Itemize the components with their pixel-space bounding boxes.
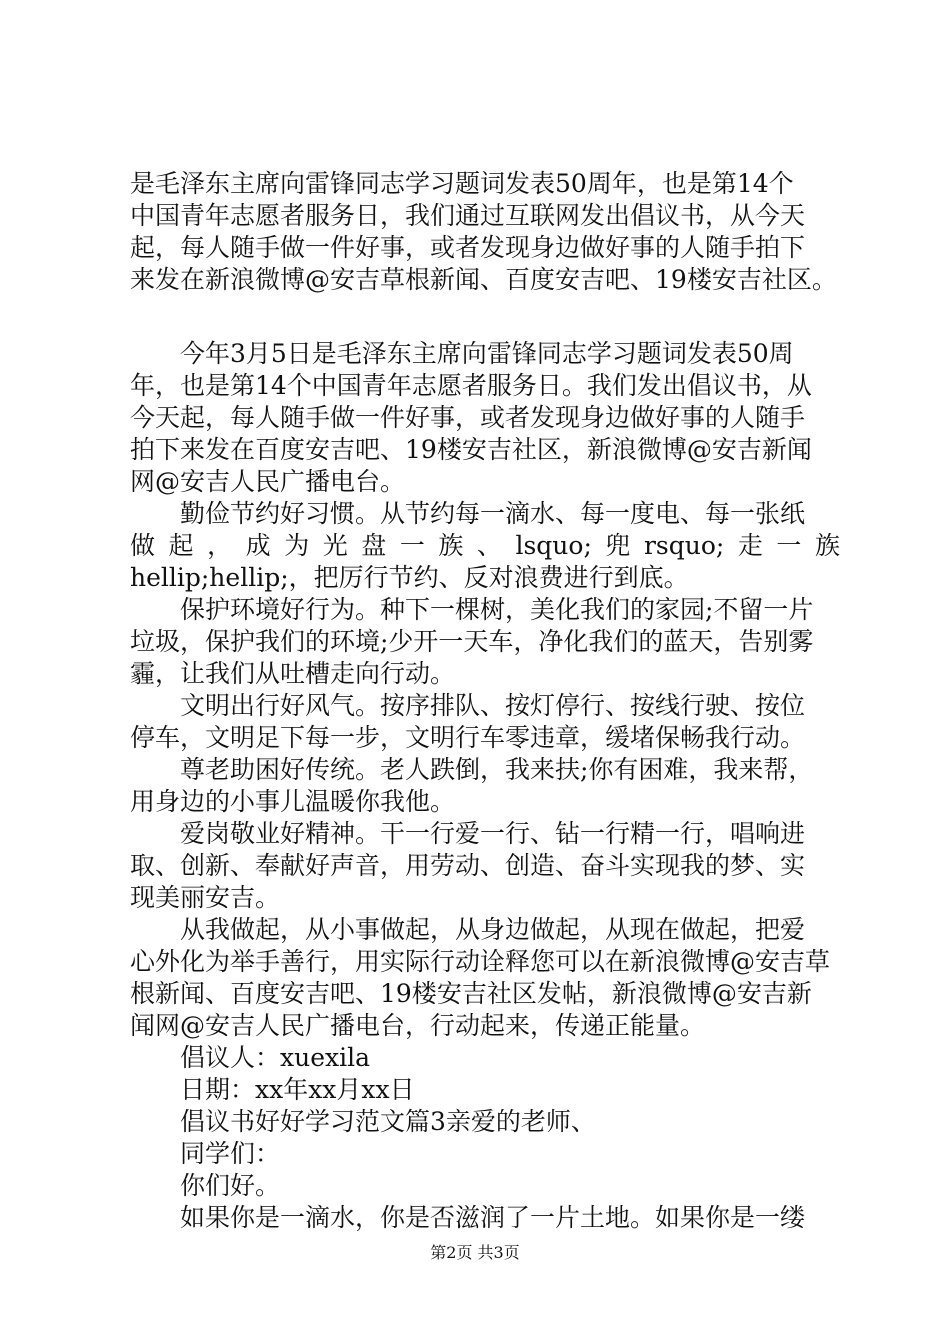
justified-line	[130, 530, 840, 562]
word: 、	[476, 531, 502, 560]
text-line: 闻网@安吉人民广播电台，行动起来，传递正能量。	[130, 1011, 706, 1040]
text-line: 如果你是一滴水，你是否滋润了一片土地。如果你是一缕	[180, 1203, 806, 1232]
text-line: 来发在新浪微博@安吉草根新闻、百度安吉吧、19楼安吉社区。	[130, 265, 837, 294]
text-line: 根新闻、百度安吉吧、19楼安吉社区发帖，新浪微博@安吉新	[130, 979, 812, 1008]
word: 做	[130, 531, 156, 560]
text-line: 用身边的小事儿温暖你我他。	[130, 787, 456, 816]
word: 盘	[361, 531, 387, 560]
text-line: 霾，让我们从吐槽走向行动。	[130, 659, 456, 688]
word: 一	[399, 531, 425, 560]
word: 起	[168, 531, 194, 560]
document-body	[130, 168, 840, 1234]
paragraph-4	[130, 594, 840, 690]
word: 一	[776, 531, 802, 560]
text-line: 是毛泽东主席向雷锋同志学习题词发表50周年，也是第14个	[130, 169, 794, 198]
paragraph-7	[130, 818, 840, 914]
text-line: 尊老助困好传统。老人跌倒，我来扶;你有困难，我来帮，	[180, 755, 814, 784]
paragraph-gap	[130, 296, 840, 338]
salutation: 同学们：	[180, 1139, 281, 1168]
word: 族	[814, 531, 840, 560]
word: 族	[438, 531, 464, 560]
text-line: 从我做起，从小事做起，从身边做起，从现在做起，把爱	[180, 915, 806, 944]
text-line: 网@安吉人民广播电台。	[130, 467, 406, 496]
text-line: 年，也是第14个中国青年志愿者服务日。我们发出倡议书，从	[130, 371, 812, 400]
text-line: 垃圾，保护我们的环境;少开一天车，净化我们的蓝天，告别雾	[130, 627, 814, 656]
paragraph-6	[130, 754, 840, 818]
text-line: 勤俭节约好习惯。从节约每一滴水、每一度电、每一张纸	[180, 499, 806, 528]
text-line: 保护环境好行为。种下一棵树，美化我们的家园;不留一片	[180, 595, 814, 624]
text-line: 今年3月5日是毛泽东主席向雷锋同志学习题词发表50周	[180, 339, 794, 368]
date-line: 日期：xx年xx月xx日	[180, 1075, 415, 1104]
paragraph-1	[130, 168, 840, 296]
text-line: 拍下来发在百度安吉吧、19楼安吉社区，新浪微博@安吉新闻	[130, 435, 812, 464]
text-line: 取、创新、奉献好声音，用劳动、创造、奋斗实现我的梦、实	[130, 851, 806, 880]
initiator-line: 倡议人：xuexila	[180, 1043, 370, 1072]
word: ，	[207, 531, 233, 560]
page-footer: 第2页 共3页	[430, 1243, 520, 1262]
text-line: 今天起，每人随手做一件好事，或者发现身边做好事的人随手	[130, 403, 806, 432]
text-line: 爱岗敬业好精神。干一行爱一行、钻一行精一行，唱响进	[180, 819, 806, 848]
text-line: 停车，文明足下每一步，文明行车零违章，缓堵保畅我行动。	[130, 723, 806, 752]
word: 兜	[605, 531, 631, 560]
word: 光	[322, 531, 348, 560]
text-line: 现美丽安吉。	[130, 883, 281, 912]
text-line: 文明出行好风气。按序排队、按灯停行、按线行驶、按位	[180, 691, 806, 720]
paragraph-8	[130, 914, 840, 1042]
paragraph-2	[130, 338, 840, 498]
next-article-title: 倡议书好好学习范文篇3亲爱的老师、	[180, 1107, 596, 1136]
text-line: 起，每人随手做一件好事，或者发现身边做好事的人随手拍下	[130, 233, 806, 262]
text-line: hellip;hellip;，把厉行节约、反对浪费进行到底。	[130, 563, 689, 592]
word: 走	[737, 531, 763, 560]
greeting: 你们好。	[180, 1171, 281, 1200]
word: rsquo;	[643, 531, 725, 560]
text-line: 心外化为举手善行，用实际行动诠释您可以在新浪微博@安吉草	[130, 947, 831, 976]
word: 成	[245, 531, 271, 560]
paragraph-3	[130, 498, 840, 594]
text-line: 中国青年志愿者服务日，我们通过互联网发出倡议书，从今天	[130, 201, 806, 230]
word: lsquo;	[515, 531, 592, 560]
paragraph-5	[130, 690, 840, 754]
word: 为	[284, 531, 310, 560]
